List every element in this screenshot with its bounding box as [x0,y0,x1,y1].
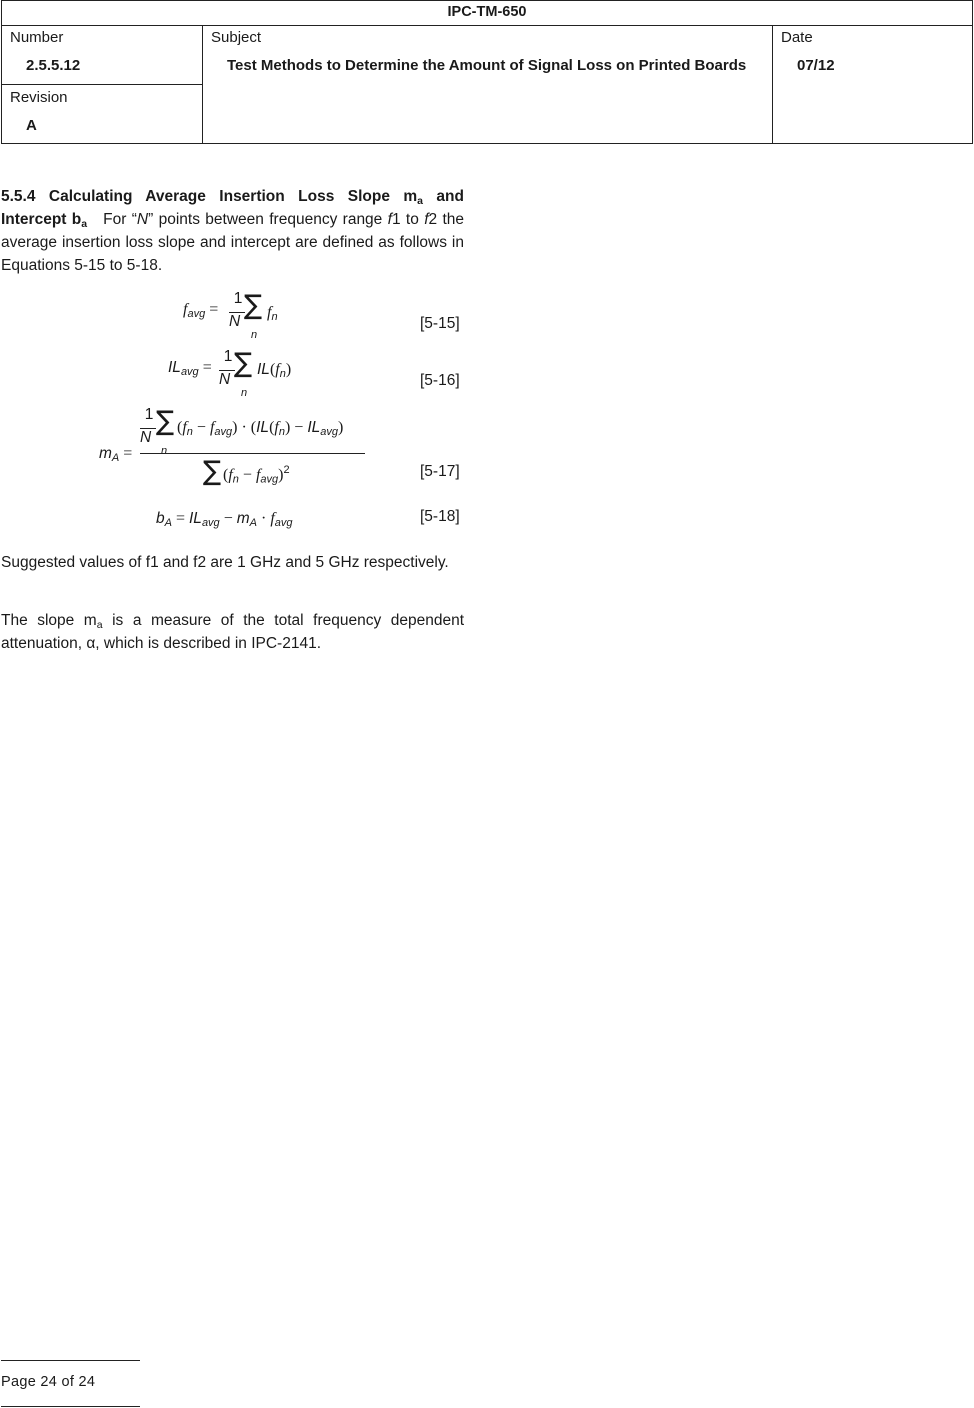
suggested-values-paragraph: Suggested values of f1 and f2 are 1 GHz and 5 GHz respectively. [1,554,449,571]
equation-tag: [5-15] [420,315,460,332]
subject-label: Subject [211,29,262,46]
footer-rule-bottom [1,1406,140,1407]
document-header [1,0,973,144]
section-heading: 5.5.4 Calculating Average Insertion Loss Slope $m_a$ and Intercept $b_a$ [1,188,464,230]
header-title: IPC-TM-650 [2,1,972,26]
page-number: Page 24 of 24 [1,1374,96,1390]
date-label: Date [781,29,813,46]
footer-rule-top [1,1360,140,1361]
number-value: 2.5.5.12 [26,57,81,74]
slope-paragraph: The slope $m_a$ is a measure of the total frequency dependent attenuation, α, which is described in IPC-2141. [1,612,464,652]
date-cell [773,25,972,143]
equation-tag: [5-16] [420,372,460,389]
number-cell [2,25,203,85]
revision-cell [2,85,203,143]
section-intro: 5.5.4 Calculating Average Insertion Loss Slope $m_a$ and Intercept $b_a$ For “N” points between frequency range f1 to f2 the average insertion loss slope and intercept are defined as follows in Equations 5-15 to 5-18. [1,188,465,274]
equation-tag: [5-17] [420,463,460,480]
subject-cell [203,25,773,143]
revision-label: Revision [10,89,68,106]
revision-value: A [26,117,37,134]
subject-value: Test Methods to Determine the Amount of Signal Loss on Printed Boards [227,57,747,74]
number-label: Number [10,29,64,46]
equation-tag: [5-18] [420,508,460,525]
date-value: 07/12 [797,57,835,74]
